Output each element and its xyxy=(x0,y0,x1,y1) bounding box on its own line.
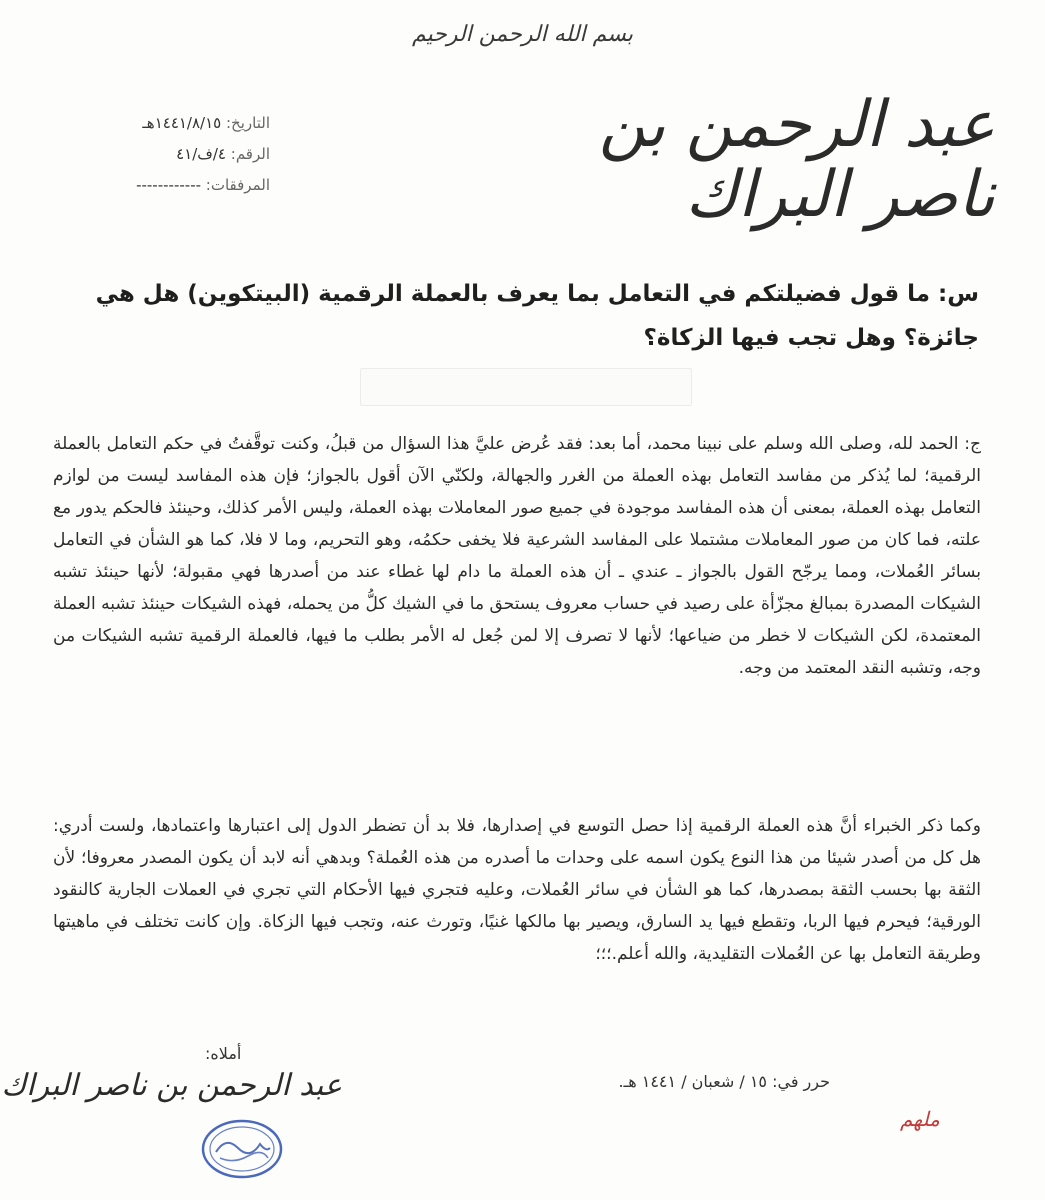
meta-attachments-label: المرفقات: xyxy=(205,176,270,194)
red-initials: ملهم xyxy=(900,1107,940,1131)
signature-calligraphy-name: عبد الرحمن بن ناصر البراك xyxy=(1,1068,342,1103)
ink-seal-icon xyxy=(200,1118,284,1180)
meta-number xyxy=(100,139,270,170)
header-calligraphy-name: عبد الرحمن بن ناصر البراك xyxy=(598,88,995,233)
meta-date-value: ١٤٤١/٨/١٥هـ xyxy=(142,114,222,132)
answer-paragraph-2: وكما ذكر الخبراء أنَّ هذه العملة الرقمية إذا حصل التوسع في إصدارها، فلا بد أن تضطر الدول إلى اعتبارها واعتمادها، ولست أدري: هل كل من أصدر شيئا من هذا النوع يكون اسمه على وحدات ما أصدره من هذه العُملة؟ وبدهي أنه لابد أن يكون المصدر معروفا؛ لأن الثقة بها بحسب الثقة بمصدرها، كما هو الشأن في سائر العُملات، وعليه فتجري فيها الأحكام التي تجري في العملات الجارية كالنقود الورقية؛ فيحرم فيها الربا، وتقطع فيها يد السارق، ويصير بها مالكها غنيًا، وتورث عنه، وتجب فيها الزكاة. وإن كانت تختلف في ماهيتها وطريقة التعامل بها عن العُملات التقليدية، والله أعلم.؛؛؛ xyxy=(53,816,981,964)
basmala-header: بسم الله الرحمن الرحيم xyxy=(411,22,634,47)
meta-number-label: الرقم: xyxy=(230,145,270,163)
answer-paragraph-1: ج: الحمد لله، وصلى الله وسلم على نبينا محمد، أما بعد: فقد عُرض عليَّ هذا السؤال من قبلُ، وكنت توقَّفتُ في حكم التعامل بالعملة الرقمية؛ لما يُذكر من مفاسد التعامل بهذه العملة من الغرر والجهالة، ولكنّي الآن أقول بالجواز؛ فإن هذه المفاسد ليست من لوازم التعامل بهذه العملة، بمعنى أن هذه المفاسد موجودة في جميع صور المعاملات بهذه العملة، وليس الأمر كذلك، وحينئذ فالحكم يدور مع علته، فما كان من صور المعاملات مشتملا على المفاسد الشرعية فلا يخفى حكمُه، وهو التحريم، وما لا فلا، كما هو الشأن في التعامل بسائر العُملات، ومما يرجّح القول بالجواز ـ عندي ـ أن هذه العملة ما دام لها غطاء عند من أصدرها فهي مقبولة؛ لأنها حينئذ تشبه الشيكات المصدرة بمبالغ مجزّأة على رصيد في حساب معروف يستحق ما في الشيك كلُّ من يحمله، فهذه الشيكات حينئذ تشبه العملة المعتمدة، لكن الشيكات لا خطر من ضياعها؛ لأنها لا تصرف إلا لمن جُعل له الأمر بطلب ما فيها، فالعملة الرقمية تشبه الشيكات من وجه، وتشبه النقد المعتمد من وجه. xyxy=(53,434,981,678)
document-meta xyxy=(100,108,270,201)
meta-number-value: ٤/ف/٤١ xyxy=(176,145,226,163)
written-on-date: حرر في: ١٥ / شعبان / ١٤٤١ هـ. xyxy=(618,1072,830,1091)
dictation-label: أملاه: xyxy=(205,1044,242,1063)
blank-smudge-box xyxy=(360,368,692,406)
question-text: س: ما قول فضيلتكم في التعامل بما يعرف بالعملة الرقمية (البيتكوين) هل هي جائزة؟ وهل تجب فيها الزكاة؟ xyxy=(95,281,979,351)
meta-date xyxy=(100,108,270,139)
meta-date-label: التاريخ: xyxy=(226,114,270,132)
meta-attachments-value: ------------ xyxy=(136,176,202,194)
meta-attachments xyxy=(100,170,270,201)
